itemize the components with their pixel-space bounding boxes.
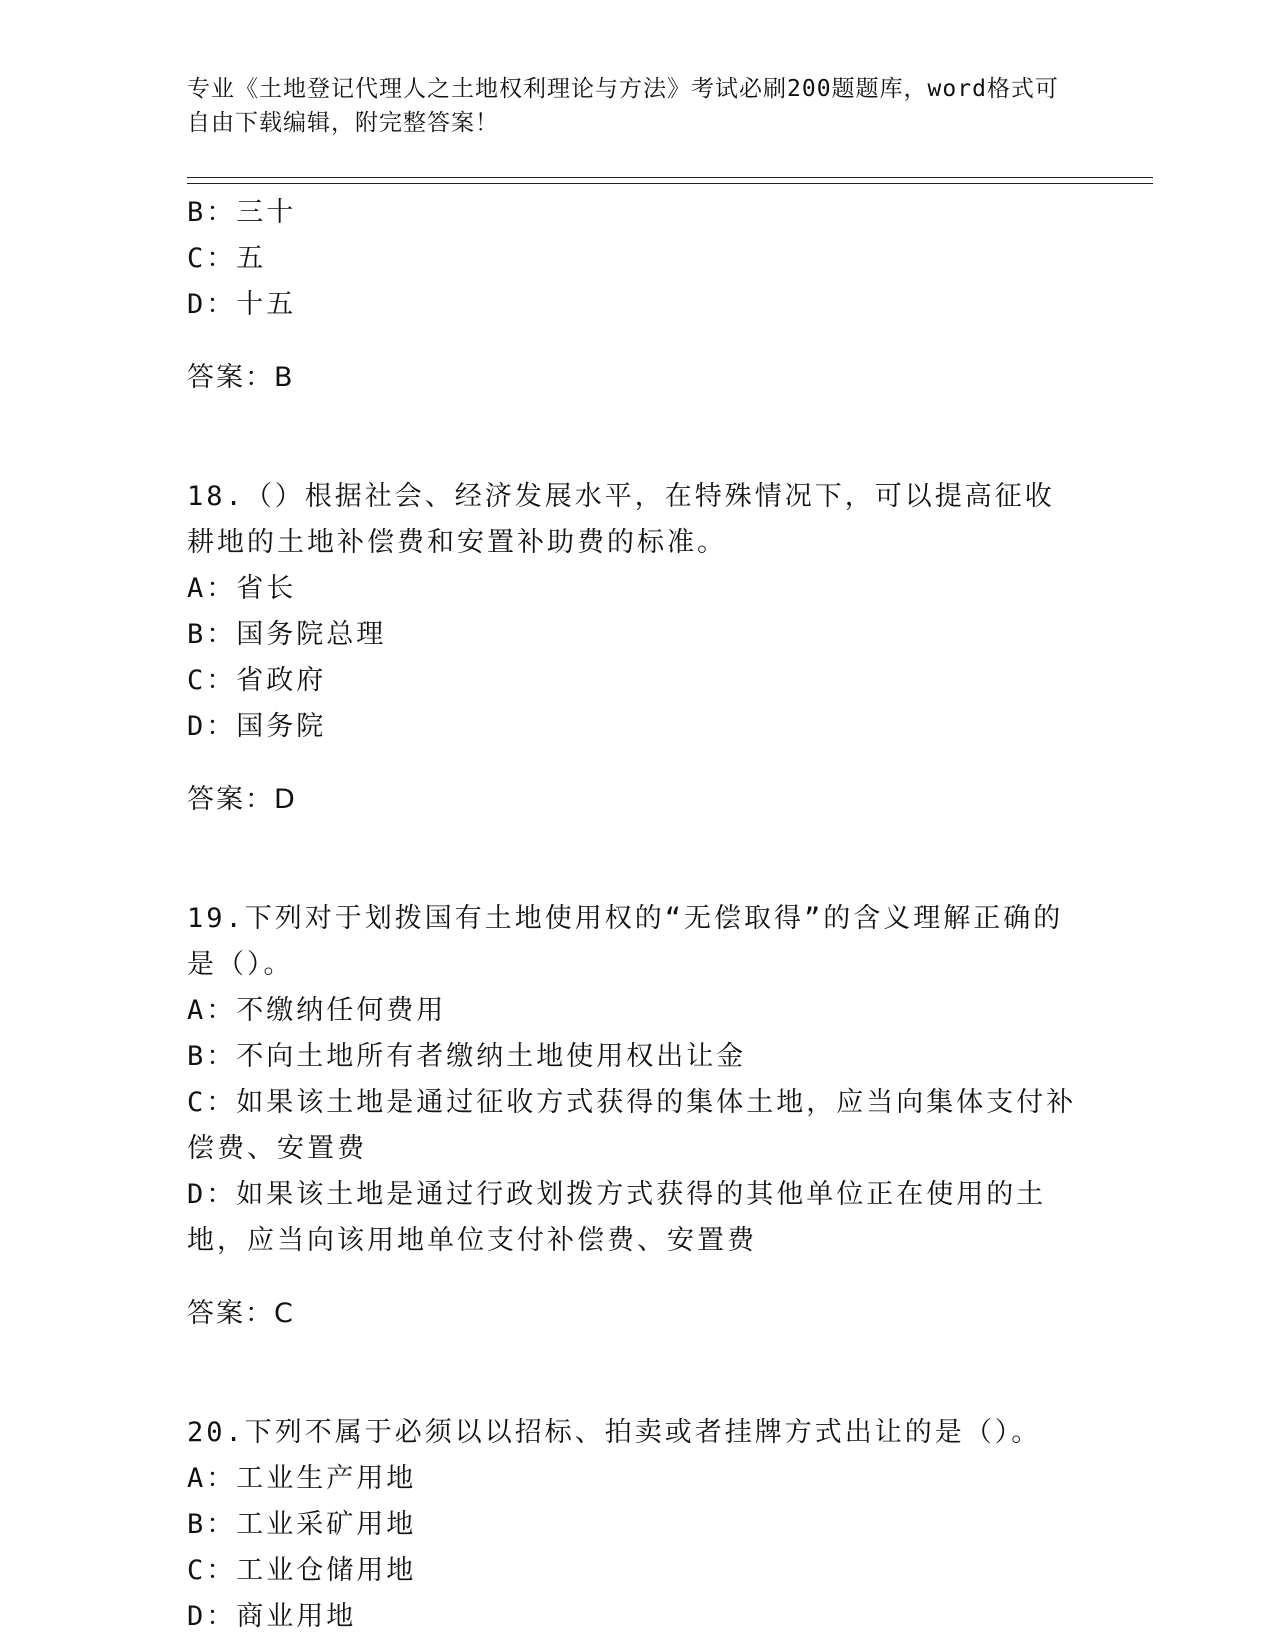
header-title: 专业《土地登记代理人之土地权利理论与方法》考试必刷200题题库，word格式可自由下载编辑，附完整答案！ xyxy=(187,76,1059,136)
document-header xyxy=(187,72,1067,140)
question-text: 18.（）根据社会、经济发展水平，在特殊情况下，可以提高征收耕地的土地补偿费和安置补助费的标准。 xyxy=(187,481,1055,558)
spacer xyxy=(187,850,1077,896)
option-b: B：工业采矿用地 xyxy=(187,1509,417,1540)
option-a: A：不缴纳任何费用 xyxy=(187,995,447,1026)
option-a: A：省长 xyxy=(187,573,297,604)
option-b: B：不向土地所有者缴纳土地使用权出让金 xyxy=(187,1041,747,1072)
previous-question-tail xyxy=(187,190,1077,401)
option-b: B：国务院总理 xyxy=(187,619,387,650)
question-18 xyxy=(187,474,1077,823)
question-19 xyxy=(187,896,1077,1337)
spacer xyxy=(187,428,1077,474)
question-content xyxy=(187,190,1077,1640)
option-c: C：省政府 xyxy=(187,665,327,696)
option-d: D：十五 xyxy=(187,289,297,320)
option-d: D：国务院 xyxy=(187,711,327,742)
option-a: A：工业生产用地 xyxy=(187,1463,417,1494)
answer-line: 答案：C xyxy=(187,1298,295,1329)
option-b: B：三十 xyxy=(187,197,297,228)
option-d: D：商业用地 xyxy=(187,1601,357,1632)
option-d: D：如果该土地是通过行政划拨方式获得的其他单位正在使用的土地，应当向该用地单位支付补偿费、安置费 xyxy=(187,1179,1047,1256)
option-c: C：五 xyxy=(187,243,267,274)
header-rule-bottom xyxy=(187,183,1153,184)
header-rule-top xyxy=(187,177,1153,178)
answer-line: 答案：D xyxy=(187,784,297,815)
question-text: 20.下列不属于必须以以招标、拍卖或者挂牌方式出让的是（）。 xyxy=(187,1417,1042,1448)
question-text: 19.下列对于划拨国有土地使用权的“无偿取得”的含义理解正确的是（）。 xyxy=(187,903,1064,980)
option-c: C：如果该土地是通过征收方式获得的集体土地，应当向集体支付补偿费、安置费 xyxy=(187,1087,1077,1164)
option-c: C：工业仓储用地 xyxy=(187,1555,417,1586)
spacer xyxy=(187,1364,1077,1410)
question-20 xyxy=(187,1410,1077,1640)
answer-line: 答案：B xyxy=(187,362,295,393)
